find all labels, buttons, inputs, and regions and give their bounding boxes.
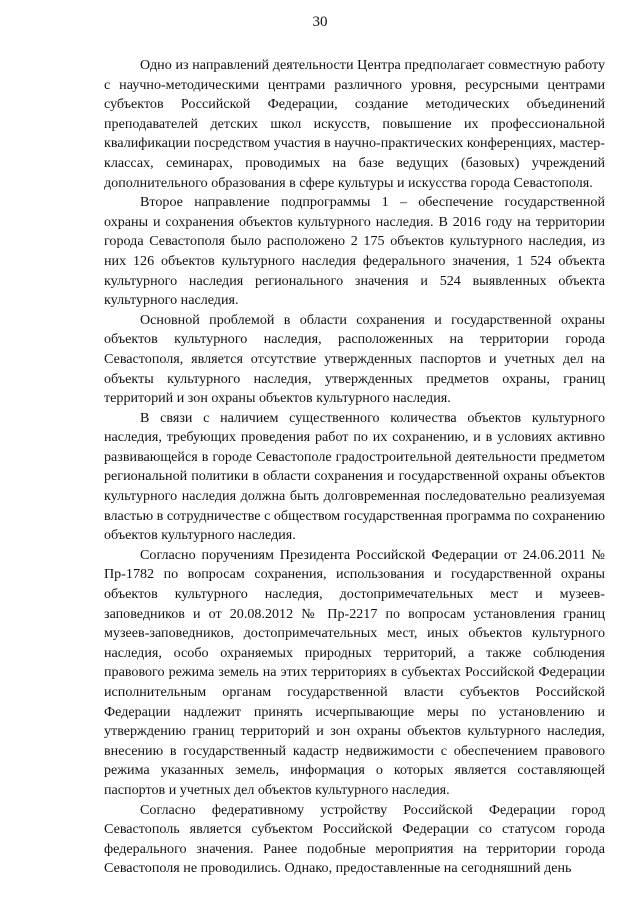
paragraph: Основной проблемой в области сохранения и государственной охраны объектов культурного наследия, расположенных на территории города Севастополя, является отсутствие утвержденных паспортов и учетных дел на объекты культурного наследия, утвержденных предметов охраны, границ территорий и зон охраны объектов культурного наследия. [104,311,605,407]
body-text [104,56,605,879]
page-number: 30 [312,14,328,30]
paragraph: Согласно федеративному устройству Российской Федерации город Севастополь является субъектом Российской Федерации со статусом города федерального значения. Ранее подобные мероприятия на территории города Севастополя не проводились. Однако, предоставленные на сегодняшний день [104,801,605,877]
paragraph: Согласно поручениям Президента Российской Федерации от 24.06.2011 № Пр-1782 по вопросам сохранения, использования и государственной охраны объектов культурного наследия, достопримечательных мест и музеев-заповедников и от 20.08.2012 № Пр-2217 по вопросам установления границ музеев-заповедников, достопримечательных мест, иных объектов культурного наследия, особо охраняемых природных территорий, а также соблюдения правового режима земель на этих территориях в субъектах Российской Федерации исполнительным органам государственной власти субъектов Российской Федерации надлежит принять исчерпывающие меры по установлению и утверждению границ территорий и зон охраны объектов культурного наследия, внесению в государственный кадастр недвижимости с обеспечением правового режима указанных земель, информация о которых является составляющей паспортов и учетных дел объектов культурного наследия. [104,546,605,798]
paragraph: Второе направление подпрограммы 1 – обеспечение государственной охраны и сохранения объектов культурного наследия. В 2016 году на территории города Севастополя было расположено 2 175 объектов культурного наследия, из них 126 объектов культурного наследия федерального значения, 1 524 объекта культурного наследия регионального значения и 524 выявленных объекта культурного наследия. [104,194,605,309]
paragraph: Одно из направлений деятельности Центра предполагает совместную работу с научно-методическими центрами различного уровня, ресурсными центрами субъектов Российской Федерации, создание методических объединений преподавателей детских школ искусств, повышение их профессиональной квалификации посредством участия в научно-практических конференциях, мастер-классах, семинарах, проводимых на базе ведущих (базовых) учреждений дополнительного образования в сфере культуры и искусства города Севастополя. [104,57,605,191]
paragraph: В связи с наличием существенного количества объектов культурного наследия, требующих проведения работ по их сохранению, и в условиях активно развивающейся в городе Севастополе градостроительной деятельности предметом региональной политики в области сохранения и государственной охраны объектов культурного наследия должна быть долговременная последовательно реализуемая властью в сотрудничестве с обществом государственная программа по сохранению объектов культурного наследия. [104,409,605,544]
